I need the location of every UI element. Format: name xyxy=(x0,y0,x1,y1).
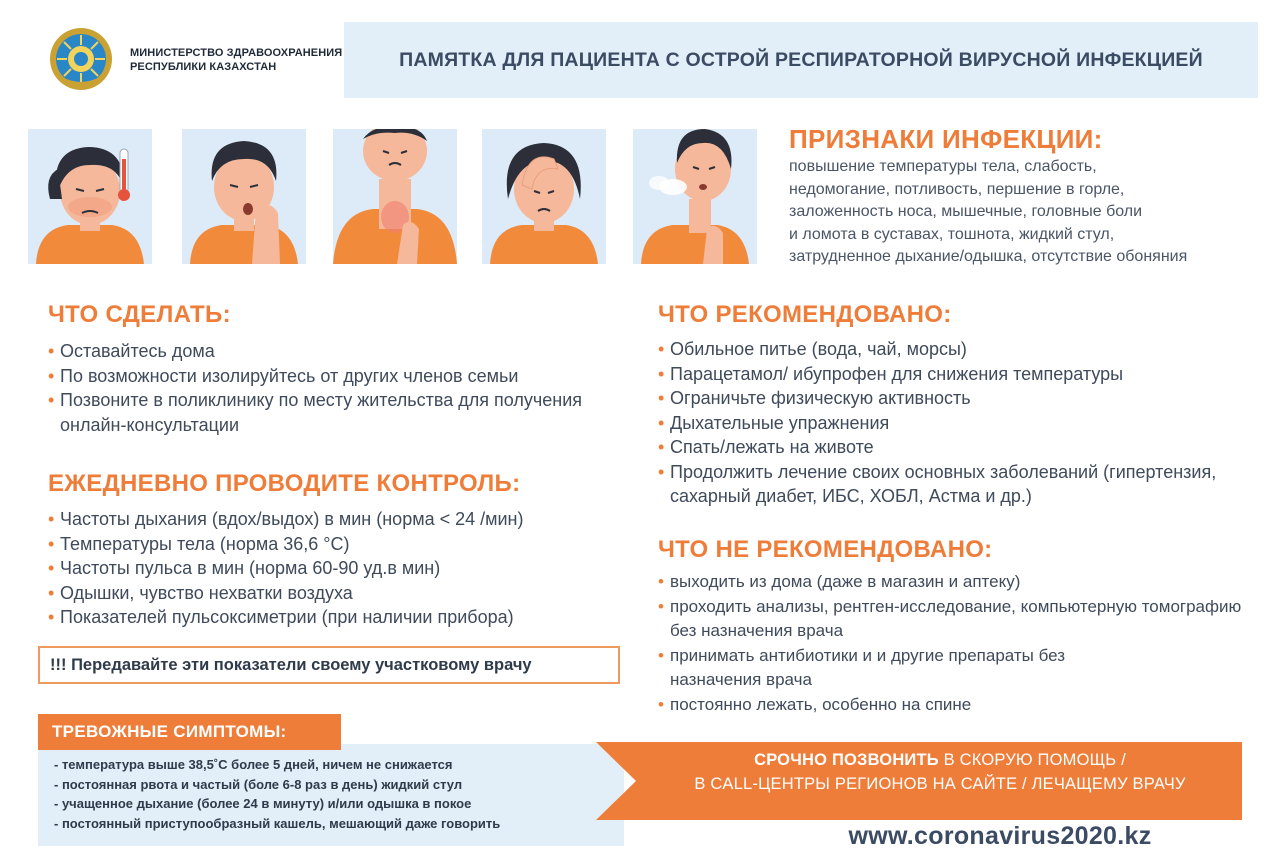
list-item: • Парацетамол/ ибупрофен для снижения температуры xyxy=(658,362,1218,387)
list-item: • По возможности изолируйтесь от других членов семьи xyxy=(48,364,588,389)
list-item: • Частоты дыхания (вдох/выдох) в мин (норма < 24 /мин) xyxy=(48,507,608,532)
list-item: • Обильное питье (вода, чай, морсы) xyxy=(658,337,1218,362)
portrait-headache xyxy=(482,129,606,264)
signs-line: затрудненное дыхание/одышка, отсутствие обоняния xyxy=(789,248,1188,265)
signs-text xyxy=(789,156,1259,269)
signs-title: ПРИЗНАКИ ИНФЕКЦИИ: xyxy=(789,124,1103,154)
list-item: • Дыхательные упражнения xyxy=(658,411,1218,436)
page-title: ПАМЯТКА ДЛЯ ПАЦИЕНТА С ОСТРОЙ РЕСПИРАТОРНОЙ ВИРУСНОЙ ИНФЕКЦИЕЙ xyxy=(399,48,1203,71)
list-item: • принимать антибиотики и и другие препараты без назначения врача xyxy=(658,644,1248,693)
portrait-fever xyxy=(28,129,152,264)
list-item: • выходить из дома (даже в магазин и аптеку) xyxy=(658,570,1248,595)
alarm-list xyxy=(54,755,500,833)
control-title: ЕЖЕДНЕВНО ПРОВОДИТЕ КОНТРОЛЬ: xyxy=(48,470,521,497)
report-note: !!! Передавайте эти показатели своему участковому врачу xyxy=(38,646,620,684)
portrait-sore-throat xyxy=(333,129,457,264)
alarm-title: ТРЕВОЖНЫЕ СИМПТОМЫ: xyxy=(38,714,341,750)
recommended-list xyxy=(658,337,1218,509)
list-item: • Ограничьте физическую активность xyxy=(658,386,1218,411)
signs-line: повышение температуры тела, слабость, xyxy=(789,158,1097,175)
list-item: • проходить анализы, рентген-исследование, компьютерную томографию без назначения врача xyxy=(658,595,1248,644)
website-link[interactable]: www.coronavirus2020.kz xyxy=(848,822,1152,850)
list-item: • Позвоните в поликлинику по месту жительства для получения онлайн-консультации xyxy=(48,388,588,437)
alarm-item: - постоянный приступообразный кашель, мешающий даже говорить xyxy=(54,815,501,831)
control-list xyxy=(48,507,608,630)
not-recommended-title: ЧТО НЕ РЕКОМЕНДОВАНО: xyxy=(658,536,993,563)
cta-bold: СРОЧНО ПОЗВОНИТЬ xyxy=(754,751,939,769)
ministry-name xyxy=(130,46,342,74)
list-item: • Одышки, чувство нехватки воздуха xyxy=(48,581,608,606)
alarm-item: - учащенное дыхание (более 24 в минуту) и/или одышка в покое xyxy=(54,796,472,811)
not-recommended-list xyxy=(658,570,1248,717)
alarm-item: - температура выше 38,5˚С более 5 дней, ничем не снижается xyxy=(54,757,453,772)
list-item: • Температуры тела (норма 36,6 °С) xyxy=(48,532,608,557)
state-emblem-icon xyxy=(48,26,114,92)
list-item: • Оставайтесь дома xyxy=(48,339,588,364)
list-item: • Продолжить лечение своих основных заболеваний (гипертензия, сахарный диабет, ИБС, ХОБЛ, Астма и др.) xyxy=(658,460,1218,509)
cta-text xyxy=(640,748,1240,812)
recommended-title: ЧТО РЕКОМЕНДОВАНО: xyxy=(658,301,952,328)
ministry-line-1: МИНИСТЕРСТВО ЗДРАВООХРАНЕНИЯ xyxy=(130,47,343,59)
list-item: • Показателей пульсоксиметрии (при наличии прибора) xyxy=(48,605,608,630)
cta-line-1 xyxy=(640,748,1240,772)
todo-title: ЧТО СДЕЛАТЬ: xyxy=(48,301,231,328)
cta-line-2: В CALL-ЦЕНТРЫ РЕГИОНОВ НА САЙТЕ / ЛЕЧАЩЕМУ ВРАЧУ xyxy=(694,775,1186,793)
ministry-line-2: РЕСПУБЛИКИ КАЗАХСТАН xyxy=(130,61,277,73)
signs-line: недомогание, потливость, першение в горле, xyxy=(789,180,1125,198)
list-item: • постоянно лежать, особенно на спине xyxy=(658,693,1248,718)
signs-line: заложенность носа, мышечные, головные боли xyxy=(789,203,1143,220)
portrait-cough xyxy=(182,129,306,264)
list-item: • Спать/лежать на животе xyxy=(658,435,1218,460)
alarm-item: - постоянная рвота и частый (боле 6-8 раз в день) жидкий стул xyxy=(54,776,463,792)
signs-line: и ломота в суставах, тошнота, жидкий стул, xyxy=(789,225,1115,243)
portrait-short-breath xyxy=(633,129,757,264)
todo-list xyxy=(48,339,588,437)
list-item: • Частоты пульса в мин (норма 60-90 уд.в мин) xyxy=(48,556,608,581)
cta-rest: В СКОРУЮ ПОМОЩЬ / xyxy=(938,751,1126,769)
